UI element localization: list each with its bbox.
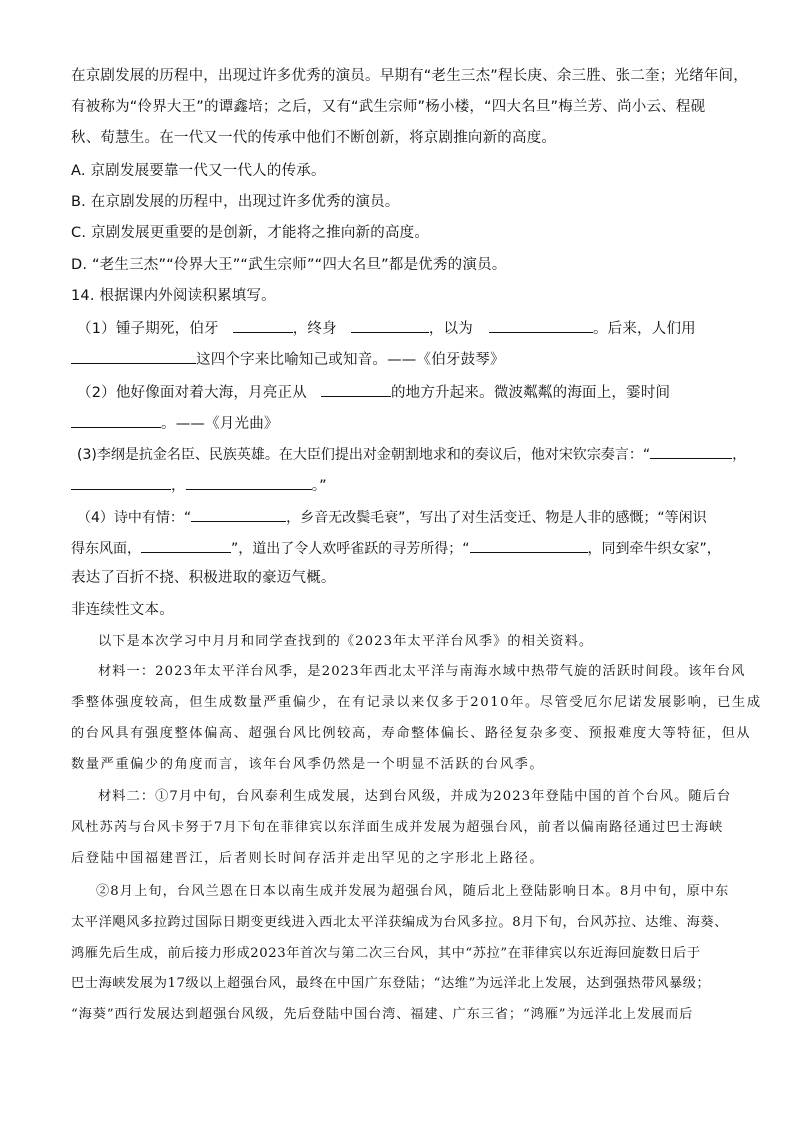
material-2-line: “海葵”西行发展达到超强台风级，先后登陆中国台湾、福建、广东三省；“鸿雁”为远洋北上发展而后 xyxy=(71,1007,694,1022)
answer-blank[interactable] xyxy=(233,317,293,333)
question-14-part-4-end: 表达了百折不挠、积极进取的豪迈气概。 xyxy=(71,570,336,586)
answer-blank[interactable] xyxy=(351,317,429,333)
question-14-part-1 xyxy=(77,317,696,339)
passage-line: 有被称为“伶界大王”的谭鑫培；之后，又有“武生宗师”杨小楼，“四大名旦”梅兰芳、尚小云、程砚 xyxy=(71,99,706,115)
answer-blank[interactable] xyxy=(470,537,588,553)
material-2-line: ②8月上旬，台风兰恩在日本以南生成并发展为超强台风，随后北上登陆影响日本。8月中旬，原中东 xyxy=(96,884,730,899)
answer-blank[interactable] xyxy=(650,443,732,459)
answer-blank[interactable] xyxy=(141,537,231,553)
material-1-line: 季整体强度较高，但生成数量严重偏少，在有记录以来仅多于2010年。尽管受厄尔尼诺发展影响，已生成 xyxy=(71,695,762,710)
question-text: ”，道出了令人欢呼雀跃的寻芳所得；“ xyxy=(231,541,470,557)
question-14-part-3-cont xyxy=(71,474,327,496)
question-14-part-2 xyxy=(77,381,670,403)
question-14-part-4-cont xyxy=(71,537,721,559)
question-text: ，以为 xyxy=(428,321,473,337)
option-b: B. 在京剧发展的历程中，出现过许多优秀的演员。 xyxy=(71,194,400,210)
question-14-title: 14. 根据课内外阅读积累填写。 xyxy=(71,288,276,304)
question-14-part-4 xyxy=(77,506,707,528)
question-text: 。” xyxy=(311,478,327,494)
material-2-line: 后登陆中国福建晋江，后者则长时间存活并走出罕见的之字形北上路径。 xyxy=(71,851,545,866)
material-2-line: 材料二：①7月中旬，台风泰利生成发展，达到台风级，并成为2023年登陆中国的首个台风。随后台 xyxy=(98,789,732,804)
answer-blank[interactable] xyxy=(71,412,161,428)
question-text: 得东风面， xyxy=(71,541,141,557)
material-2-line: 风杜苏芮与台风卡努于7月下旬在菲律宾以东洋面生成并发展为超强台风，前者以偏南路径通过巴士海峡 xyxy=(71,820,724,835)
question-text: （4）诗中有情：“ xyxy=(77,510,192,526)
answer-blank[interactable] xyxy=(321,381,391,397)
option-d: D. “老生三杰”“伶界大王”“武生宗师”“四大名旦”都是优秀的演员。 xyxy=(71,257,507,273)
question-14-part-3 xyxy=(77,443,746,465)
question-text: ，同到牵牛织女家”， xyxy=(587,541,721,557)
answer-blank[interactable] xyxy=(71,348,196,364)
question-text: ， xyxy=(171,478,186,494)
passage-line: 秋、荀慧生。在一代又一代的传承中他们不断创新，将京剧推向新的高度。 xyxy=(71,130,557,146)
material-2-line: 太平洋飓风多拉跨过国际日期变更线进入西北太平洋获编成为台风多拉。8月下旬，台风苏拉、达维、海葵、 xyxy=(71,915,728,930)
question-14-part-2-cont xyxy=(71,412,279,434)
passage-line: 在京剧发展的历程中，出现过许多优秀的演员。早期有“老生三杰”程长庚、余三胜、张二奎；光绪年间， xyxy=(71,68,748,84)
answer-blank[interactable] xyxy=(489,317,593,333)
answer-blank[interactable] xyxy=(186,474,312,490)
material-2-line: 鸿雁先后生成，前后接力形成2023年首次与第二次三台风，其中“苏拉”在菲律宾以东近海回旋数日后于 xyxy=(71,946,701,961)
material-2-line: 巴士海峡发展为17级以上超强台风，最终在中国广东登陆；“达维”为远洋北上发展，达到强热带风暴级； xyxy=(71,976,711,991)
question-text: （2）他好像面对着大海，月亮正从 xyxy=(77,385,307,401)
option-a: A. 京剧发展要靠一代又一代人的传承。 xyxy=(71,163,326,179)
question-14-part-1-cont xyxy=(71,348,505,370)
question-text: 的地方升起来。微波粼粼的海面上，霎时间 xyxy=(390,385,671,401)
material-1-line: 数量严重偏少的角度而言，该年台风季仍然是一个明显不活跃的台风季。 xyxy=(71,757,545,772)
material-intro: 以下是本次学习中月月和同学查找到的《2023年太平洋台风季》的相关资料。 xyxy=(98,634,594,649)
answer-blank[interactable] xyxy=(191,506,286,522)
question-text: 。后来，人们用 xyxy=(592,321,696,337)
question-text: (3)李纲是抗金名臣、民族英雄。在大臣们提出对金朝割地求和的奏议后，他对宋钦宗奏言：“ xyxy=(77,447,651,463)
answer-blank[interactable] xyxy=(71,474,171,490)
question-text: （1）锺子期死，伯牙 xyxy=(77,321,219,337)
material-1-line: 的台风具有强度整体偏高、超强台风比例较高，寿命整体偏长、路径复杂多变、预报难度大等特征，但从 xyxy=(71,726,752,741)
question-text: ，乡音无改鬓毛衰”，写出了对生活变迁、物是人非的感慨；“等闲识 xyxy=(286,510,707,526)
section-title: 非连续性文本。 xyxy=(71,602,174,618)
question-text: 这四个字来比喻知己或知音。——《伯牙鼓琴》 xyxy=(196,352,505,368)
option-c: C. 京剧发展更重要的是创新，才能将之推向新的高度。 xyxy=(71,225,430,241)
question-text: ， xyxy=(732,447,747,463)
question-text: ，终身 xyxy=(292,321,337,337)
material-1-line: 材料一：2023年太平洋台风季，是2023年西北太平洋与南海水域中热带气旋的活跃时间段。该年台风 xyxy=(98,664,746,679)
question-text: 。——《月光曲》 xyxy=(161,416,279,432)
